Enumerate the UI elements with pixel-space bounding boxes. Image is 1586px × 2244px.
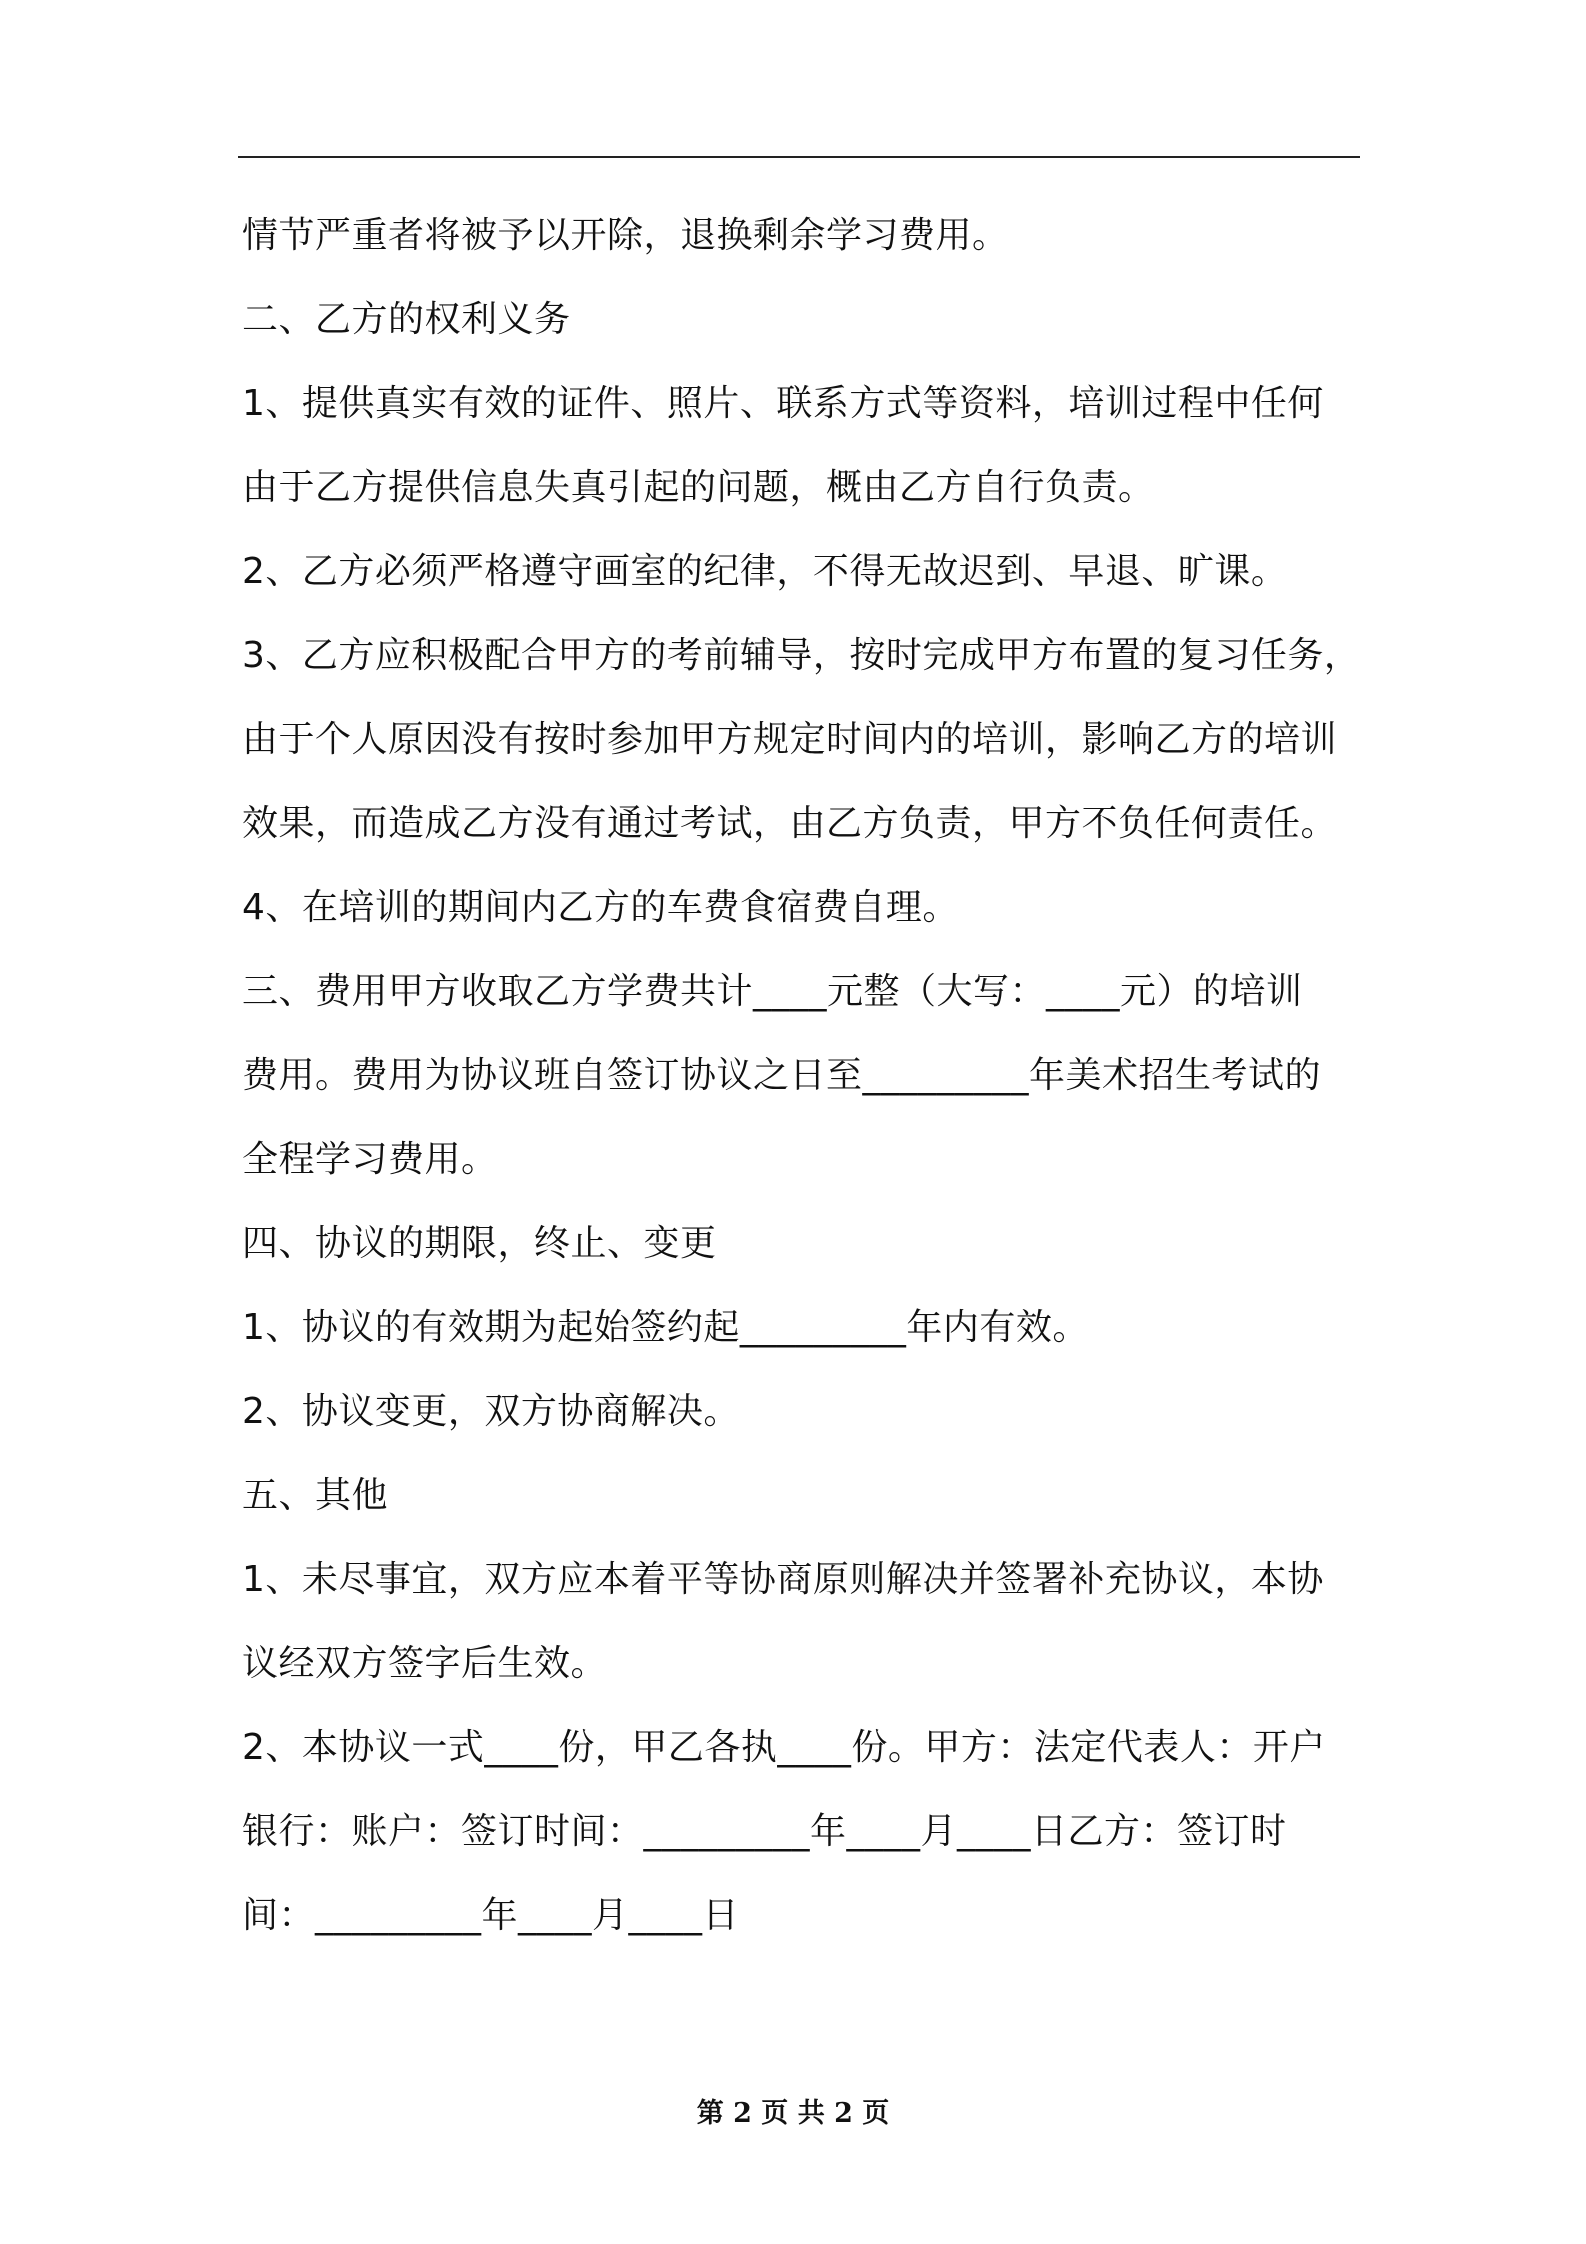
- text-line-18: 议经双方签字后生效。: [242, 1643, 608, 1684]
- text-line-11: 费用。费用为协议班自签订协议之日至_________年美术招生考试的: [242, 1055, 1322, 1096]
- text-line-9: 4、在培训的期间内乙方的车费食宿费自理。: [242, 887, 959, 928]
- text-line-4: 由于乙方提供信息失真引起的问题，概由乙方自行负责。: [242, 467, 1155, 508]
- section-heading-4: 四、协议的期限，终止、变更: [242, 1223, 717, 1264]
- text-line-14: 1、协议的有效期为起始签约起_________年内有效。: [242, 1307, 1089, 1348]
- text-line-17: 1、未尽事宜，双方应本着平等协商原则解决并签署补充协议，本协: [242, 1559, 1324, 1600]
- text-line-20: 银行：账户：签订时间：_________年____月____日乙方：签订时: [242, 1811, 1287, 1852]
- text-line-6: 3、乙方应积极配合甲方的考前辅导，按时完成甲方布置的复习任务，: [242, 635, 1361, 676]
- page-number-footer: 第 2 页 共 2 页: [696, 2098, 890, 2129]
- text-line-1: 情节严重者将被予以开除，退换剩余学习费用。: [242, 215, 1009, 256]
- text-line-21: 间：_________年____月____日: [242, 1895, 740, 1936]
- text-line-7: 由于个人原因没有按时参加甲方规定时间内的培训，影响乙方的培训: [242, 719, 1338, 760]
- text-line-5: 2、乙方必须严格遵守画室的纪律，不得无故迟到、早退、旷课。: [242, 551, 1288, 592]
- text-line-19: 2、本协议一式____份，甲乙各执____份。甲方：法定代表人：开户: [242, 1727, 1326, 1768]
- document-body: [242, 194, 1366, 1958]
- header-rule: [238, 156, 1360, 158]
- text-line-15: 2、协议变更，双方协商解决。: [242, 1391, 740, 1432]
- text-line-10: 三、费用甲方收取乙方学费共计____元整（大写：____元）的培训: [242, 971, 1303, 1012]
- text-line-12: 全程学习费用。: [242, 1139, 498, 1180]
- section-heading-5: 五、其他: [242, 1475, 389, 1516]
- text-line-8: 效果，而造成乙方没有通过考试，由乙方负责，甲方不负任何责任。: [242, 803, 1338, 844]
- text-line-3: 1、提供真实有效的证件、照片、联系方式等资料，培训过程中任何: [242, 383, 1324, 424]
- section-heading-2: 二、乙方的权利义务: [242, 299, 571, 340]
